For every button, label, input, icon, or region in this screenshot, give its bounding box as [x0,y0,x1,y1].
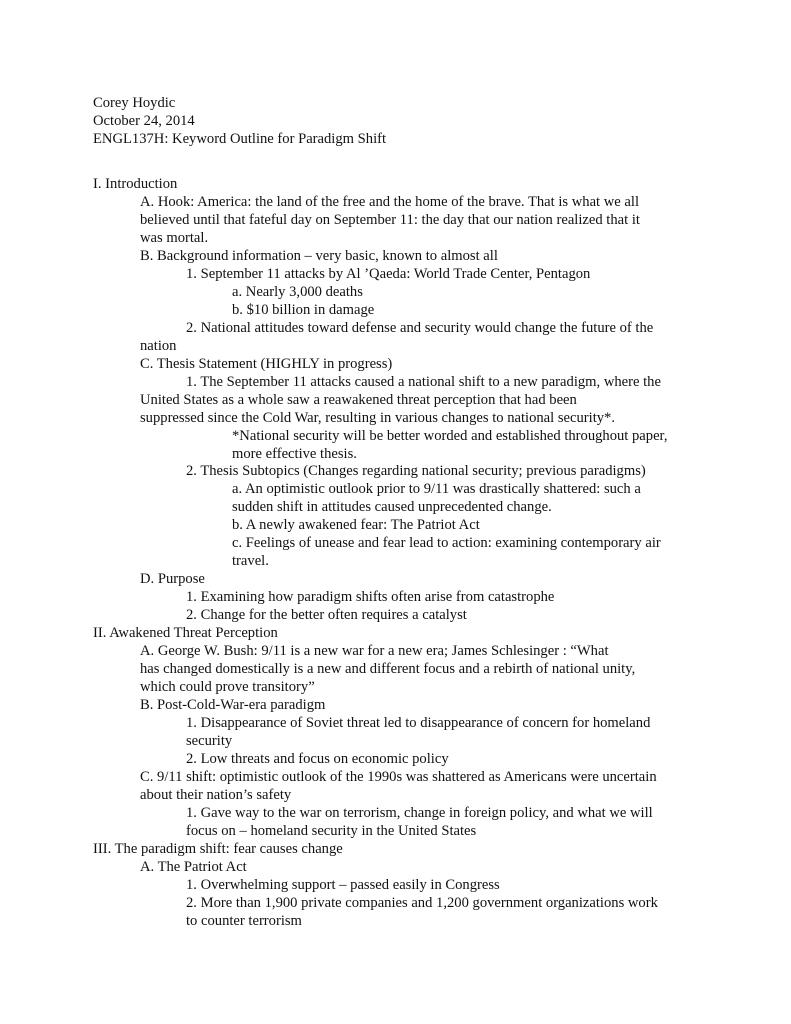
outline-item-damage: b. $10 billion in damage [232,302,375,318]
outline-item-thesis-subtopics: 2. Thesis Subtopics (Changes regarding national security; previous paradigms) [186,463,646,479]
outline-item-purpose: D. Purpose [140,571,205,587]
outline-item-bush-quote-cont: which could prove transitory” [140,679,315,695]
outline-item-subtopic-a: a. An optimistic outlook prior to 9/11 was drastically shattered: such a [232,481,641,497]
outline-item-911-shift: C. 9/11 shift: optimistic outlook of the 1990s was shattered as Americans were uncertain [140,769,657,785]
outline-item-thesis-note: *National security will be better worded and established throughout paper, [232,428,668,444]
outline-item-background: B. Background information – very basic, known to almost all [140,248,498,264]
outline-item-organizations-cont: to counter terrorism [186,913,302,929]
outline-item-thesis-note-cont: more effective thesis. [232,446,357,462]
outline-item-bush-quote-cont: has changed domestically is a new and different focus and a rebirth of national unity, [140,661,636,677]
outline-item-thesis-text-cont: suppressed since the Cold War, resulting in various changes to national security*. [140,410,616,426]
outline-item-national-attitudes: 2. National attitudes toward defense and security would change the future of the [186,320,654,336]
course-title: ENGL137H: Keyword Outline for Paradigm Shift [93,131,387,147]
outline-item-soviet-threat: 1. Disappearance of Soviet threat led to disappearance of concern for homeland [186,715,651,731]
outline-item-subtopic-b: b. A newly awakened fear: The Patriot Act [232,517,480,533]
section-heading-introduction: I. Introduction [93,176,178,192]
outline-item-911-shift-cont: about their nation’s safety [140,787,292,803]
outline-item-thesis-text: 1. The September 11 attacks caused a national shift to a new paradigm, where the [186,374,661,390]
outline-item-hook-cont: believed until that fateful day on September 11: the day that our nation realized that it [140,212,640,228]
outline-item-thesis-text-cont: United States as a whole saw a reawakened threat perception that had been [140,392,577,408]
outline-item-low-threats: 2. Low threats and focus on economic policy [186,751,449,767]
outline-item-bush-quote: A. George W. Bush: 9/11 is a new war for a new era; James Schlesinger : “What [140,643,609,659]
outline-item-patriot-act: A. The Patriot Act [140,859,247,875]
author-name: Corey Hoydic [93,95,176,111]
outline-item-hook-cont: was mortal. [140,230,209,246]
outline-item-war-on-terrorism: 1. Gave way to the war on terrorism, change in foreign policy, and what we will [186,805,653,821]
outline-item-war-on-terrorism-cont: focus on – homeland security in the United States [186,823,477,839]
outline-item-purpose-2: 2. Change for the better often requires a catalyst [186,607,467,623]
outline-item-subtopic-a-cont: sudden shift in attitudes caused unprecedented change. [232,499,552,515]
outline-item-organizations: 2. More than 1,900 private companies and 1,200 government organizations work [186,895,658,911]
outline-item-attacks: 1. September 11 attacks by Al ’Qaeda: World Trade Center, Pentagon [186,266,591,282]
outline-item-subtopic-c: c. Feelings of unease and fear lead to action: examining contemporary air [232,535,661,551]
section-heading-paradigm-shift: III. The paradigm shift: fear causes change [93,841,343,857]
outline-item-hook: A. Hook: America: the land of the free and the home of the brave. That is what we all [140,194,639,210]
document-date: October 24, 2014 [93,113,195,129]
outline-item-purpose-1: 1. Examining how paradigm shifts often arise from catastrophe [186,589,555,605]
outline-item-national-attitudes-cont: nation [140,338,177,354]
outline-item-thesis-statement: C. Thesis Statement (HIGHLY in progress) [140,356,393,372]
outline-item-post-cold-war: B. Post-Cold-War-era paradigm [140,697,326,713]
outline-item-overwhelming-support: 1. Overwhelming support – passed easily in Congress [186,877,500,893]
outline-item-soviet-threat-cont: security [186,733,233,749]
outline-item-subtopic-c-cont: travel. [232,553,269,569]
section-heading-threat-perception: II. Awakened Threat Perception [93,625,278,641]
outline-item-deaths: a. Nearly 3,000 deaths [232,284,363,300]
